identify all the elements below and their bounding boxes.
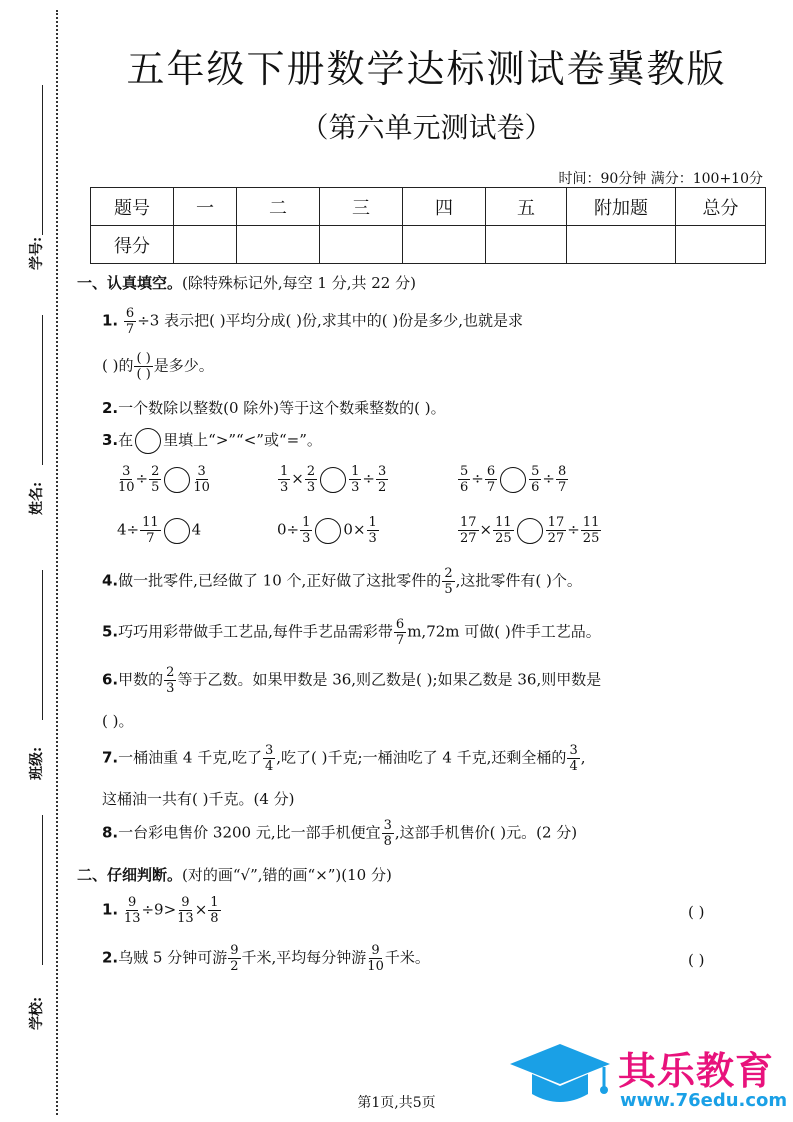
question-text: 是多少。 [153, 356, 214, 375]
compare-item [457, 515, 602, 546]
denominator: 13 [177, 911, 194, 926]
brand-url: www.76edu.com [620, 1090, 788, 1111]
answer-circle[interactable] [164, 518, 190, 544]
operator: ÷ [542, 469, 555, 488]
operand: 4÷ [117, 520, 140, 539]
question-6 [102, 665, 601, 696]
question-text: 甲数的 [118, 670, 164, 689]
question-text: 乌贼 5 分钟可游 [118, 948, 228, 967]
judge-answer-blank[interactable]: ( ) [688, 951, 705, 969]
side-field-student-id [8, 85, 48, 275]
question-number: 6. [102, 670, 119, 689]
question-7 [102, 743, 586, 774]
numerator: 9 [230, 943, 239, 958]
side-rule [42, 570, 43, 720]
fraction [376, 464, 388, 495]
denominator: 4 [569, 759, 578, 774]
answer-circle[interactable] [517, 518, 543, 544]
score-cell[interactable] [320, 226, 403, 264]
section-2-heading [77, 864, 392, 885]
question-text: , [580, 748, 586, 767]
numerator: 9 [128, 895, 137, 910]
question-text: ,吃了( )千克;一桶油吃了 4 千克,还剩全桶的 [276, 748, 567, 767]
score-header: 总分 [676, 188, 766, 226]
compare-item [457, 464, 569, 495]
numerator: 11 [495, 515, 512, 530]
numerator: 5 [531, 464, 540, 479]
question-number: 7. [102, 748, 119, 767]
question-text: 一桶油重 4 千克,吃了 [118, 748, 262, 767]
denominator: 25 [582, 531, 600, 546]
denominator: 8 [210, 911, 219, 926]
fraction [367, 515, 379, 546]
question-number: 1. [102, 311, 119, 330]
fraction [556, 464, 568, 495]
numerator: 8 [558, 464, 567, 479]
question-number: 4. [102, 571, 119, 590]
denominator: 7 [146, 531, 155, 546]
side-label: 学号: [29, 236, 45, 270]
question-6-cont [102, 710, 133, 731]
numerator: 1 [302, 515, 311, 530]
question-1 [102, 306, 523, 337]
score-cell[interactable] [237, 226, 320, 264]
numerator: 5 [460, 464, 469, 479]
fraction [546, 515, 567, 546]
score-cell[interactable] [486, 226, 567, 264]
side-label: 姓名: [29, 481, 45, 515]
operand: 4 [191, 520, 202, 539]
fraction [300, 515, 312, 546]
compare-item [277, 515, 380, 546]
fraction [193, 464, 210, 495]
question-2 [102, 397, 446, 418]
numerator: 6 [125, 306, 135, 321]
denominator: 5 [151, 480, 160, 495]
denominator: 8 [383, 834, 392, 849]
question-text: 一个数除以整数(0 除外)等于这个数乘整数的( )。 [118, 399, 446, 417]
question-text: ,这批零件有( )个。 [455, 571, 582, 590]
fraction [124, 895, 141, 926]
denominator: 2 [378, 480, 387, 495]
score-cell[interactable] [676, 226, 766, 264]
question-text: ( )。 [102, 712, 134, 730]
page-footer: 第1页,共5页 [357, 1095, 436, 1111]
fraction [529, 464, 541, 495]
question-text: ÷3 表示把( )平均分成( )份,求其中的( )份是多少,也就是求 [137, 311, 524, 330]
numerator: 6 [486, 464, 496, 479]
section-1-heading [77, 272, 416, 293]
fraction [349, 464, 361, 495]
section-title: 二、仔细判断。 [77, 866, 183, 884]
denominator: 7 [395, 633, 405, 648]
denominator: 7 [125, 322, 135, 337]
score-table [90, 187, 766, 264]
numerator: 1 [210, 895, 219, 910]
section-note: (对的画“√”,错的画“×”)(10 分) [182, 866, 392, 884]
numerator: 2 [444, 566, 453, 581]
side-label: 班级: [29, 746, 45, 780]
question-text: 在 [118, 431, 134, 449]
answer-circle[interactable] [164, 467, 190, 493]
graduation-cap-icon [508, 1040, 613, 1110]
fraction [263, 743, 275, 774]
question-number: 8. [102, 823, 119, 842]
denominator: 6 [531, 480, 540, 495]
fraction [458, 515, 479, 546]
fraction [382, 818, 394, 849]
fraction [149, 464, 161, 495]
denominator: 10 [193, 480, 210, 495]
fraction [458, 464, 470, 495]
fraction [164, 665, 176, 696]
denominator: 3 [351, 480, 360, 495]
question-number: 1. [102, 900, 119, 919]
operator: ÷ [362, 469, 375, 488]
side-rule [42, 815, 43, 965]
denominator: 5 [444, 582, 453, 597]
compare-circle-icon [135, 428, 161, 454]
fraction [485, 464, 497, 495]
denominator: 7 [486, 480, 496, 495]
denominator: 10 [367, 959, 384, 974]
fraction [124, 306, 136, 337]
denominator: 25 [495, 531, 512, 546]
numerator: 1 [368, 515, 377, 530]
operand: 0× [343, 520, 366, 539]
numerator: 3 [569, 743, 578, 758]
operator: × [291, 469, 304, 488]
operator: ÷ [567, 520, 580, 539]
question-5 [102, 617, 601, 648]
denominator: 7 [558, 480, 567, 495]
operator: ÷ [471, 469, 484, 488]
score-row-label: 得分 [91, 226, 174, 264]
denominator: 3 [280, 480, 289, 495]
section-note: (除特殊标记外,每空 1 分,共 22 分) [182, 274, 416, 292]
fraction [228, 943, 240, 974]
side-field-school [8, 815, 48, 1030]
question-text: 做一批零件,已经做了 10 个,正好做了这批零件的 [118, 571, 442, 590]
fraction [567, 743, 579, 774]
numerator: 17 [460, 515, 477, 530]
question-number: 5. [102, 622, 119, 641]
fraction [177, 895, 194, 926]
numerator: 9 [371, 943, 380, 958]
denominator: 27 [460, 531, 477, 546]
side-field-class [8, 570, 48, 780]
denominator: 2 [230, 959, 239, 974]
page-subtitle: （第六单元测试卷） [300, 111, 553, 144]
denominator: 6 [460, 480, 469, 495]
fraction [118, 464, 135, 495]
numerator: 9 [181, 895, 190, 910]
side-label: 学校: [29, 996, 45, 1030]
question-7-cont [102, 788, 295, 809]
judge-answer-blank[interactable]: ( ) [688, 903, 705, 921]
side-field-name [8, 315, 48, 515]
score-header: 附加题 [567, 188, 676, 226]
fraction [278, 464, 290, 495]
compare-item [117, 464, 211, 495]
numerator: 3 [265, 743, 274, 758]
question-text: 千米。 [384, 948, 430, 967]
page-title: 五年级下册数学达标测试卷冀教版 [126, 47, 727, 91]
judge-1 [102, 895, 222, 926]
fraction [367, 943, 384, 974]
denominator: 3 [166, 681, 175, 696]
question-8 [102, 818, 577, 849]
fraction [305, 464, 317, 495]
score-cell[interactable] [174, 226, 237, 264]
question-3 [102, 428, 322, 454]
denominator: 3 [302, 531, 311, 546]
compare-item [117, 515, 201, 546]
numerator: 3 [378, 464, 387, 479]
side-rule [42, 315, 43, 465]
fraction [581, 515, 602, 546]
fraction [442, 566, 454, 597]
denominator: 3 [306, 480, 316, 495]
numerator: ( ) [136, 351, 151, 366]
fraction [140, 515, 161, 546]
side-rule [42, 85, 43, 235]
numerator: 17 [547, 515, 565, 530]
question-text: 巧巧用彩带做手工艺品,每件手艺品需彩带 [118, 622, 393, 641]
brand-name: 其乐教育 [618, 1049, 775, 1093]
fraction [394, 617, 406, 648]
question-number: 2. [102, 399, 119, 417]
score-cell[interactable] [567, 226, 676, 264]
question-number: 3. [102, 431, 119, 449]
denominator: 10 [118, 480, 135, 495]
fraction [208, 895, 220, 926]
numerator: 3 [383, 818, 392, 833]
binding-line [56, 10, 58, 1115]
question-text: m,72m 可做( )件手工艺品。 [407, 622, 601, 641]
numerator: 3 [197, 464, 206, 479]
denominator: 3 [368, 531, 377, 546]
question-4 [102, 566, 582, 597]
score-header: 四 [403, 188, 486, 226]
question-text: 千米,平均每分钟游 [241, 948, 367, 967]
score-cell[interactable] [403, 226, 486, 264]
question-text: 这桶油一共有( )千克。(4 分) [102, 790, 295, 808]
denominator: 27 [547, 531, 565, 546]
score-value-row [91, 226, 766, 264]
operand: 0÷ [277, 520, 300, 539]
score-header: 一 [174, 188, 237, 226]
score-header: 题号 [91, 188, 174, 226]
operator: ÷ [135, 469, 149, 488]
numerator: 6 [395, 617, 405, 632]
answer-circle[interactable] [315, 518, 341, 544]
brand-logo [508, 1040, 788, 1116]
exam-meta: 时间：90分钟 满分：100+10分 [558, 171, 763, 187]
question-text: ( )的 [102, 356, 134, 375]
blank-fraction[interactable] [134, 351, 152, 382]
answer-circle[interactable] [320, 467, 346, 493]
numerator: 1 [280, 464, 289, 479]
question-number: 2. [102, 948, 119, 967]
denominator: 13 [123, 911, 141, 926]
denominator: 4 [265, 759, 274, 774]
numerator: 2 [151, 464, 160, 479]
fraction [493, 515, 514, 546]
operator: × [479, 520, 493, 539]
numerator: 11 [142, 515, 159, 530]
question-text: ÷9> [141, 900, 177, 919]
score-header-row [91, 188, 766, 226]
score-header: 五 [486, 188, 567, 226]
numerator: 1 [351, 464, 360, 479]
compare-item [277, 464, 389, 495]
numerator: 3 [122, 464, 131, 479]
question-text: 等于乙数。如果甲数是 36,则乙数是( );如果乙数是 36,则甲数是 [177, 670, 602, 689]
question-text: 里填上“>”“<”或“=”。 [163, 431, 322, 449]
question-text: ,这部手机售价( )元。(2 分) [394, 823, 578, 842]
question-text: × [194, 900, 208, 919]
denominator: ( ) [136, 367, 151, 382]
judge-2 [102, 943, 430, 974]
numerator: 2 [166, 665, 175, 680]
answer-circle[interactable] [500, 467, 526, 493]
numerator: 11 [582, 515, 600, 530]
numerator: 2 [306, 464, 316, 479]
section-title: 一、认真填空。 [77, 274, 183, 292]
question-text: 一台彩电售价 3200 元,比一部手机便宜 [118, 823, 381, 842]
question-1-cont [102, 351, 214, 382]
score-header: 二 [237, 188, 320, 226]
score-header: 三 [320, 188, 403, 226]
